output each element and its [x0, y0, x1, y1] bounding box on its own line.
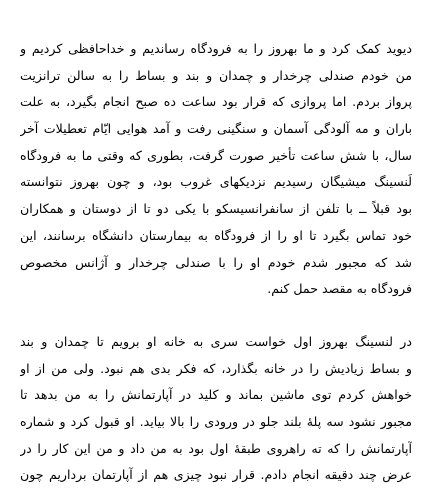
paragraph-1-line-6: لَنسینگ میشیگان رسیدیم نزدیکهای غروب بود، و چون بهروز نتوانسته [20, 174, 412, 190]
paragraph-1-line-8: خود تماس بگیرد تا او را از فرودگاه به بیمارستان دانشگاه برسانند، این [20, 227, 412, 243]
paragraph-2-line-5: آپارتمانش را که ته راهروی طبقهٔ اول بود به من داد و من این کار را در [20, 440, 412, 456]
paragraph-1 [20, 36, 412, 303]
paragraph-2 [20, 329, 412, 489]
paragraph-1-line-2: من خودم صندلی چرخدار و چمدان و بند و بساط را به سالن ترانزیت [20, 67, 412, 83]
paragraph-1-line-9: شد که مجبور شدم خودم او را با صندلی چرخدار و آژانس مخصوص [20, 254, 412, 270]
paragraph-1-line-4: باران و مه آلودگی آسمان و سنگینی رفت و آمد هوایی ایّام تعطیلات آخر [20, 121, 412, 137]
paragraph-2-line-4: مجبور نشود سه پلهٔ بلند جلو در ورودی را بالا بیاید. او قبول کرد و شماره [20, 414, 412, 430]
paragraph-1-line-7: بود قبلاً ــ با تلفن از سانفرانسیسکو با یکی دو تا از دوستان و همکاران [20, 201, 412, 217]
paragraph-1-line-10: فرودگاه به مقصد حمل کنم. [267, 281, 412, 297]
paragraph-2-line-3: خواهش کردم توی ماشین بماند و کلید در آپارتمانش را به من بدهد تا [20, 387, 412, 403]
paragraph-1-line-5: سال، با شش ساعت تأخیر صورت گرفت، بطوری که وقتی ما به فرودگاه [20, 147, 412, 163]
paragraph-1-line-3: پرواز بردم. اما پروازی که قرار بود ساعت ده صبح انجام بگیرد، به علت [20, 94, 412, 110]
paragraph-1-line-1: دیوید کمک کرد و ما بهروز را به فرودگاه رساندیم و خداحافظی کردیم و [20, 41, 412, 56]
paragraph-2-line-6: عرض چند دقیقه انجام دادم. قرار نبود چیزی هم از آپارتمان برداریم چون [20, 467, 412, 483]
paragraph-2-line-2: و بساط زیادیش را در خانه بگذارد، که فکر بدی هم نبود. ولی من از او [20, 360, 412, 376]
paragraph-2-line-1: در لنسینگ بهروز اول خواست سری به خانه او برویم تا چمدان و بند [20, 334, 412, 349]
